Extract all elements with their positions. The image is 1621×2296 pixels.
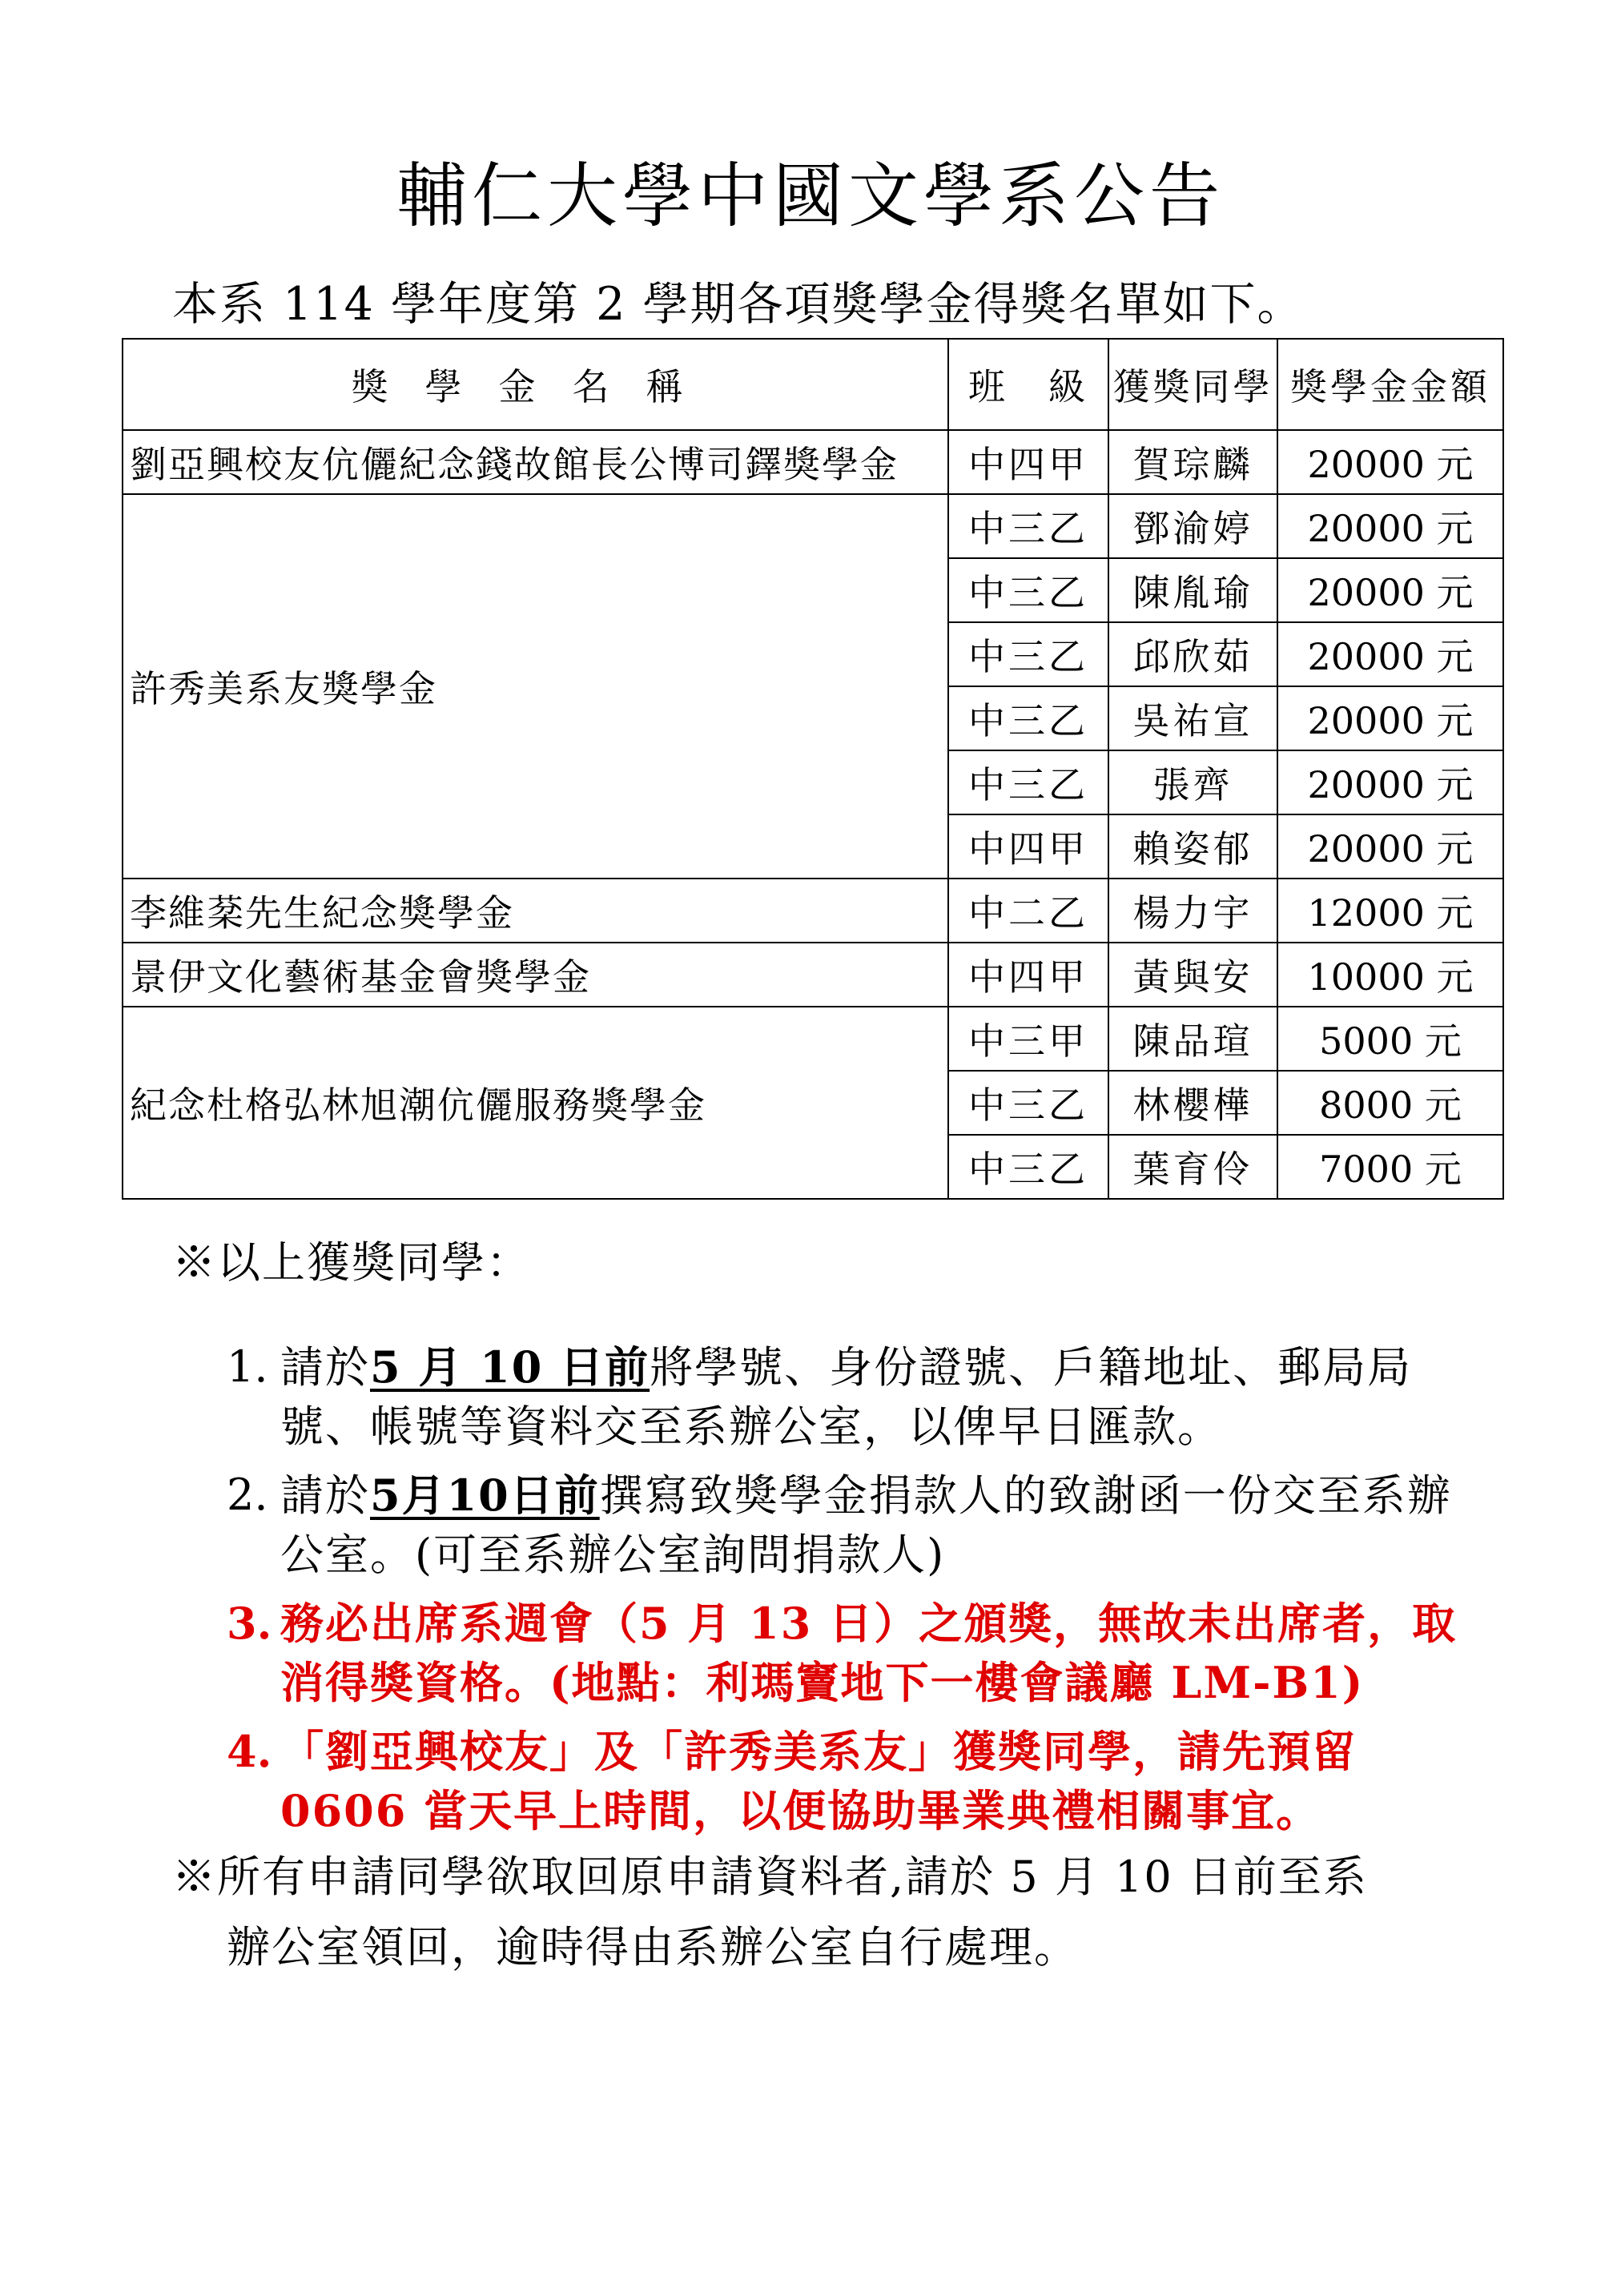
header-amount: 獎學金金額: [1277, 339, 1503, 430]
student-cell: 吳祐宣: [1108, 686, 1277, 750]
student-cell: 陳品瑄: [1108, 1007, 1277, 1071]
student-cell: 邱欣茹: [1108, 622, 1277, 686]
scholarship-name-cell: 紀念杜格弘林旭潮伉儷服務獎學金: [123, 1007, 948, 1199]
class-cell: 中二乙: [948, 879, 1108, 943]
note-item-2-number: 2.: [227, 1470, 268, 1520]
student-cell: 鄧渝婷: [1108, 494, 1277, 558]
deadline-emphasis: 5 月 10 日前: [370, 1341, 650, 1393]
note-item-3-number: 3.: [227, 1598, 272, 1649]
class-cell: 中三乙: [948, 750, 1108, 814]
class-cell: 中三甲: [948, 1007, 1108, 1071]
class-cell: 中三乙: [948, 494, 1108, 558]
student-cell: 賀琮麟: [1108, 430, 1277, 494]
class-cell: 中三乙: [948, 622, 1108, 686]
note-item-1-number: 1.: [227, 1341, 268, 1392]
notes-heading: ※以上獲獎同學：: [172, 1237, 531, 1288]
header-scholarship-name: 獎學金名稱: [123, 339, 948, 430]
table-header-row: [123, 339, 1503, 430]
header-student: 獲獎同學: [1108, 339, 1277, 430]
page-title: 輔仁大學中國文學系公告: [396, 155, 1225, 237]
header-class: 班 級: [948, 339, 1108, 430]
note-item-2-text: 請於5月10日前撰寫致獎學金捐款人的致謝函一份交至系辦公室。(可至系辦公室詢問捐款人): [280, 1470, 1452, 1580]
class-cell: 中四甲: [948, 430, 1108, 494]
amount-cell: 20000 元: [1277, 430, 1503, 494]
table-body: [123, 430, 1503, 1199]
class-cell: 中三乙: [948, 1135, 1108, 1199]
scholarship-name-cell: 劉亞興校友伉儷紀念錢故館長公博司鐸獎學金: [123, 430, 948, 494]
amount-cell: 8000 元: [1277, 1071, 1503, 1135]
final-note: [172, 1842, 1454, 1983]
note-item-1-text: 請於5 月 10 日前將學號、身份證號、戶籍地址、郵局局號、帳號等資料交至系辦公室，以俾早日匯款。: [280, 1341, 1413, 1452]
amount-cell: 20000 元: [1277, 558, 1503, 622]
class-cell: 中四甲: [948, 943, 1108, 1007]
amount-cell: 7000 元: [1277, 1135, 1503, 1199]
deadline-emphasis: 5月10日前: [370, 1470, 600, 1521]
amount-cell: 10000 元: [1277, 943, 1503, 1007]
table-row: [123, 943, 1503, 1007]
note-item-3-text: 務必出席系週會（5 月 13 日）之頒獎，無故未出席者，取消得獎資格。(地點：利瑪竇地下一樓會議廳 LM-B1): [280, 1598, 1458, 1708]
table-row: [123, 1007, 1503, 1071]
student-cell: 林櫻樺: [1108, 1071, 1277, 1135]
class-cell: 中三乙: [948, 686, 1108, 750]
announcement-subtitle: 本系 114 學年度第 2 學期各項獎學金得獎名單如下。: [172, 278, 1305, 331]
amount-cell: 20000 元: [1277, 686, 1503, 750]
class-cell: 中三乙: [948, 558, 1108, 622]
scholarship-table: [122, 338, 1504, 1200]
amount-cell: 20000 元: [1277, 494, 1503, 558]
amount-cell: 20000 元: [1277, 814, 1503, 879]
table-row: [123, 430, 1503, 494]
scholarship-name-cell: 許秀美系友獎學金: [123, 494, 948, 879]
amount-cell: 20000 元: [1277, 622, 1503, 686]
notes-section: [172, 1233, 1534, 1836]
final-note-line-2: 辦公室領回，逾時得由系辦公室自行處理。: [227, 1922, 1079, 1972]
amount-cell: 12000 元: [1277, 879, 1503, 943]
amount-cell: 5000 元: [1277, 1007, 1503, 1071]
amount-cell: 20000 元: [1277, 750, 1503, 814]
note-item-4-number: 4.: [227, 1726, 272, 1777]
table-row: [123, 494, 1503, 558]
note-item-4-text: 「劉亞興校友」及「許秀美系友」獲獎同學，請先預留 0606 當天早上時間，以便協助畢業典禮相關事宜。: [280, 1726, 1357, 1836]
student-cell: 賴姿郁: [1108, 814, 1277, 879]
scholarship-name-cell: 李維棻先生紀念獎學金: [123, 879, 948, 943]
final-note-line-1: ※所有申請同學欲取回原申請資料者,請於 5 月 10 日前至系: [172, 1852, 1368, 1902]
scholarship-name-cell: 景伊文化藝術基金會獎學金: [123, 943, 948, 1007]
student-cell: 陳胤瑜: [1108, 558, 1277, 622]
student-cell: 楊力宇: [1108, 879, 1277, 943]
class-cell: 中四甲: [948, 814, 1108, 879]
student-cell: 黃與安: [1108, 943, 1277, 1007]
student-cell: 葉育伶: [1108, 1135, 1277, 1199]
class-cell: 中三乙: [948, 1071, 1108, 1135]
student-cell: 張齊: [1108, 750, 1277, 814]
table-row: [123, 879, 1503, 943]
